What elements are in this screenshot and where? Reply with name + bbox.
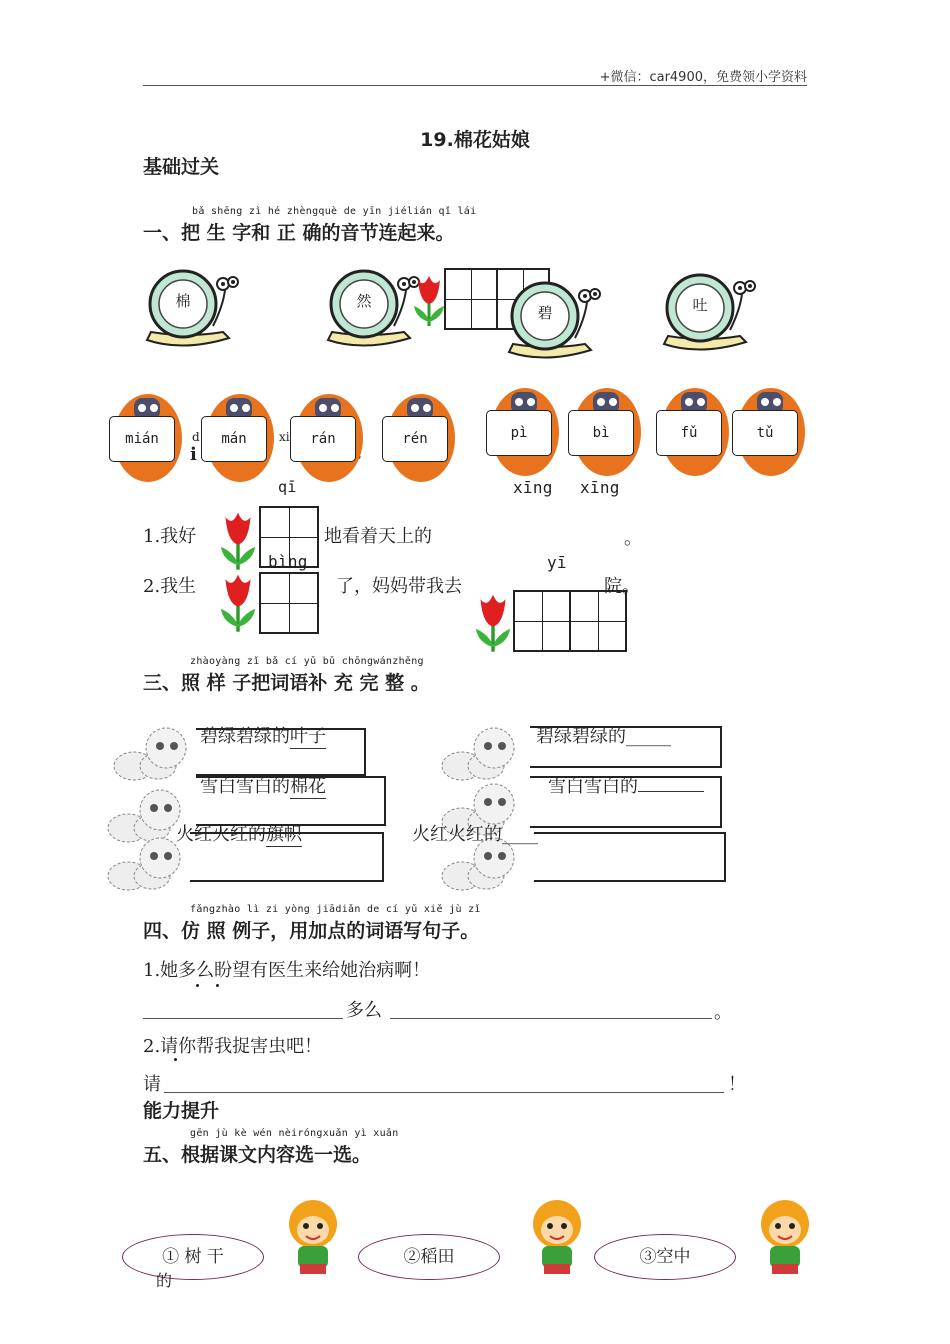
char-tu: 吐 bbox=[692, 296, 708, 314]
syllable-tag: fǔ bbox=[656, 410, 722, 456]
writing-grid[interactable] bbox=[259, 572, 319, 634]
snail-card-4[interactable] bbox=[660, 270, 756, 362]
answer-line[interactable] bbox=[390, 1018, 712, 1019]
writing-grid[interactable] bbox=[569, 590, 627, 652]
page-title: 19.棉花姑娘 bbox=[420, 129, 530, 151]
tulip-icon bbox=[217, 570, 259, 634]
tulip-icon bbox=[412, 272, 446, 328]
syllable-tag: bì bbox=[568, 410, 634, 456]
pinyin-yi: yī bbox=[547, 553, 567, 572]
phrase-blank-3[interactable]: 火红火红的____ bbox=[412, 824, 538, 845]
egg-card-8[interactable] bbox=[735, 378, 807, 482]
q1-pinyin: bǎ shēng zì hé zhèngquè de yīn jiélián qǐ lái bbox=[192, 206, 477, 217]
q2-fragment: xi bbox=[279, 430, 290, 444]
emphasis-dot bbox=[174, 1058, 177, 1061]
syllable-tag: mán bbox=[201, 416, 267, 462]
pinyin-xing: xīng bbox=[580, 478, 620, 497]
syllable-tag: mián bbox=[109, 416, 175, 462]
emphasis-dot bbox=[216, 984, 219, 987]
q2-line2-b: 了，妈妈带我去 bbox=[336, 576, 462, 597]
option-trunk[interactable]: ① 树 干 bbox=[122, 1234, 264, 1280]
syllable-tag: tǔ bbox=[732, 410, 798, 456]
watermark: +微信：car4900，免费领小学资料 bbox=[599, 70, 807, 85]
q4-fill1-end: 。 bbox=[714, 1002, 732, 1023]
caterpillar-icon bbox=[110, 720, 196, 784]
pinyin-qi: qī bbox=[278, 478, 297, 496]
q4-fill1-word: 多么 bbox=[346, 1000, 382, 1021]
option-sky[interactable]: ③空中 bbox=[594, 1234, 736, 1280]
phrase-example-3: 火红火红的旗帜 bbox=[176, 820, 302, 847]
monkey-icon bbox=[514, 1196, 600, 1278]
header-rule bbox=[143, 85, 807, 86]
q5-pinyin: gēn jù kè wén nèiróngxuǎn yì xuǎn bbox=[190, 1128, 399, 1139]
snail-card-1[interactable] bbox=[143, 266, 239, 358]
q4-fill2-word: 请 bbox=[143, 1074, 161, 1095]
q5-tail-text: 的 bbox=[156, 1271, 173, 1290]
q2-line1-b: 地看着天上的 bbox=[324, 526, 432, 547]
char-bi: 碧 bbox=[537, 304, 553, 322]
q3-heading: 三、照 样 子把词语补 充 完 整 。 bbox=[143, 672, 430, 694]
egg-card-1[interactable] bbox=[112, 384, 184, 488]
egg-card-6[interactable] bbox=[571, 378, 643, 482]
q3-pinyin: zhàoyàng zǐ bǎ cí yǔ bǔ chōngwánzhěng bbox=[190, 656, 424, 667]
syllable-tag: pì bbox=[486, 410, 552, 456]
q4-heading: 四、仿 照 例子，用加点的词语写句子。 bbox=[143, 920, 480, 942]
phrase-example-1: 碧绿碧绿的叶子 bbox=[200, 722, 326, 749]
writing-grid[interactable] bbox=[444, 268, 498, 330]
tulip-icon bbox=[472, 590, 514, 654]
option-rice-field[interactable]: ②稻田 bbox=[358, 1234, 500, 1280]
q2-line2-a: 2.我生 bbox=[143, 576, 197, 597]
egg-card-2[interactable] bbox=[204, 384, 276, 488]
snail-card-2[interactable] bbox=[324, 266, 420, 358]
pinyin-xing: xīng bbox=[513, 478, 553, 497]
syllable-tag: rén bbox=[382, 416, 448, 462]
char-mian: 棉 bbox=[175, 292, 191, 310]
q1-heading: 一、把 生 字和 正 确的音节连起来。 bbox=[143, 222, 455, 244]
phrase-blank-2[interactable]: 雪白雪白的 bbox=[548, 772, 704, 798]
egg-card-4[interactable] bbox=[385, 384, 457, 488]
q2-line1-c: 。 bbox=[624, 528, 642, 549]
tulip-icon bbox=[217, 508, 259, 572]
answer-line[interactable] bbox=[143, 1018, 343, 1019]
writing-grid[interactable] bbox=[513, 590, 571, 652]
section-advanced: 能力提升 bbox=[143, 1100, 220, 1122]
char-ran: 然 bbox=[356, 292, 372, 310]
monkey-icon bbox=[270, 1196, 356, 1278]
phrase-example-2: 雪白雪白的棉花 bbox=[200, 772, 326, 799]
answer-line[interactable] bbox=[164, 1092, 724, 1093]
q4-example-2: 2.请你帮我捉害虫吧！ bbox=[143, 1036, 323, 1057]
q2-line2-c: 院。 bbox=[604, 576, 640, 597]
egg-card-3[interactable] bbox=[293, 384, 365, 488]
q5-heading: 五、根据课文内容选一选。 bbox=[143, 1144, 372, 1166]
answer-bracket bbox=[534, 832, 726, 882]
q4-pinyin: fǎngzhào lì zi yòng jiādiǎn de cí yǔ xiě jù zǐ bbox=[190, 904, 481, 915]
section-basic: 基础过关 bbox=[143, 156, 220, 178]
q2-fragment: d bbox=[192, 430, 200, 444]
emphasis-dot bbox=[196, 984, 199, 987]
egg-card-5[interactable] bbox=[489, 378, 561, 482]
phrase-blank-1[interactable]: 碧绿碧绿的_____ bbox=[536, 726, 671, 747]
q4-fill2-end: ！ bbox=[728, 1074, 746, 1095]
q2-line1-a: 1.我好 bbox=[143, 526, 197, 547]
egg-card-7[interactable] bbox=[659, 378, 731, 482]
syllable-tag: rán bbox=[290, 416, 356, 462]
snail-card-3[interactable] bbox=[505, 278, 601, 370]
q4-example-1: 1.她多么盼望有医生来给她治病啊！ bbox=[143, 960, 431, 981]
caterpillar-icon bbox=[438, 720, 524, 784]
q2-fragment: i bbox=[190, 444, 197, 465]
monkey-icon bbox=[742, 1196, 828, 1278]
pinyin-bing: bìng bbox=[268, 552, 308, 571]
